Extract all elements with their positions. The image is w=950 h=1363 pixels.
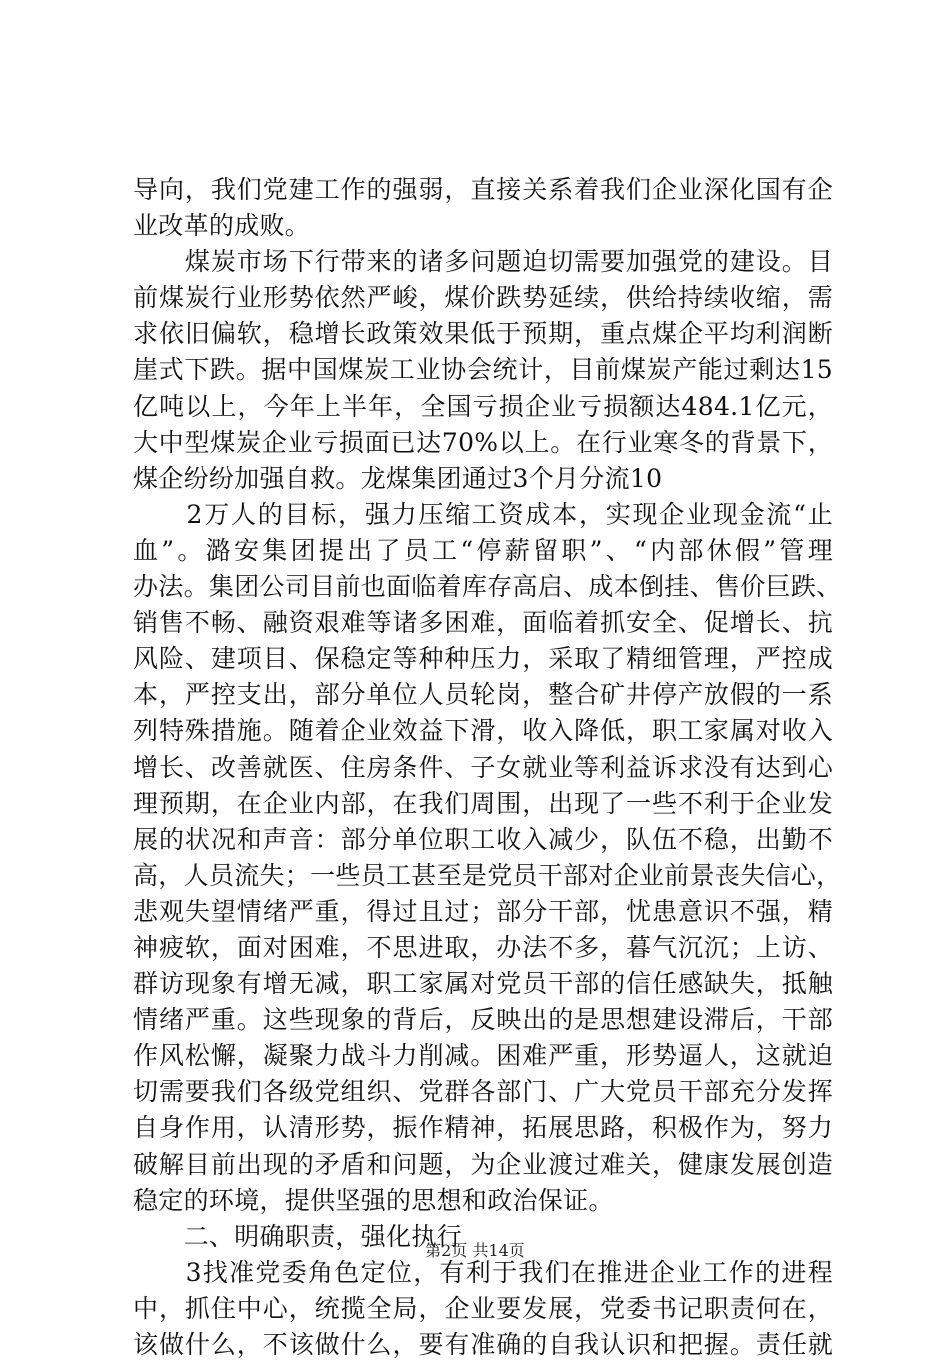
text-line: 神疲软，面对困难，不思进取，办法不多，暮气沉沉；上访、 (133, 932, 833, 962)
text-line: 破解目前出现的矛盾和问题，为企业渡过难关，健康发展创造 (133, 1149, 833, 1179)
page-footer (0, 1241, 950, 1261)
text-line: 销售不畅、融资艰难等诸多困难，面临着抓安全、促增长、抗 (133, 608, 833, 638)
text-line: 展的状况和声音：部分单位职工收入减少，队伍不稳，出勤不 (133, 824, 833, 854)
text-line: 稳定的环境，提供坚强的思想和政治保证。 (133, 1185, 614, 1215)
text-line: 3找准党委角色定位，有利于我们在推进企业工作的进程 (133, 1257, 833, 1287)
text-line: 群访现象有增无减，职工家属对党员干部的信任感缺失，抵触 (133, 969, 833, 999)
text-line: 2万人的目标，强力压缩工资成本，实现企业现金流“止 (133, 499, 833, 529)
text-line: 悲观失望情绪严重，得过且过；部分干部，忧患意识不强，精 (133, 896, 833, 926)
text-line: 作风松懈，凝聚力战斗力削减。困难严重，形势逼人，这就迫 (133, 1041, 833, 1071)
text-line: 煤炭市场下行带来的诸多问题迫切需要加强党的建设。目 (133, 247, 833, 277)
text-line: 导向，我们党建工作的强弱，直接关系着我们企业深化国有企 (133, 175, 833, 204)
text-line: 增长、改善就医、住房条件、子女就业等利益诉求没有达到心 (133, 752, 833, 782)
text-line: 该做什么，不该做什么，要有准确的自我认识和把握。责任就 (133, 1330, 833, 1359)
text-line: 理预期，在企业内部，在我们周围，出现了一些不利于企业发 (133, 788, 833, 818)
text-line: 中，抓住中心，统揽全局，企业要发展，党委书记职责何在， (133, 1293, 833, 1323)
text-line: 情绪严重。这些现象的背后，反映出的是思想建设滞后，干部 (133, 1005, 833, 1035)
text-line: 自身作用，认清形势，振作精神，拓展思路，积极作为，努力 (133, 1113, 833, 1143)
text-line: 大中型煤炭企业亏损面已达70%以上。在行业寒冬的背景下， (133, 427, 833, 457)
text-line: 本，严控支出，部分单位人员轮岗，整合矿井停产放假的一系 (133, 680, 833, 710)
text-line: 求依旧偏软，稳增长政策效果低于预期，重点煤企平均利润断 (133, 319, 833, 349)
page-number: 第2页 共14页 (425, 1241, 525, 1260)
text-line: 高，人员流失；一些员工甚至是党员干部对企业前景丧失信心， (133, 860, 842, 890)
text-line: 崖式下跌。据中国煤炭工业协会统计，目前煤炭产能过剩达15 (133, 355, 833, 385)
text-line: 业改革的成败。 (133, 211, 311, 241)
text-line: 列特殊措施。随着企业效益下滑，收入降低，职工家属对收入 (133, 716, 833, 746)
text-line: 风险、建项目、保稳定等种种压力，采取了精细管理，严控成 (133, 644, 833, 674)
text-line: 二、明确职责，强化执行 (133, 1221, 462, 1251)
text-line: 亿吨以上，今年上半年，全国亏损企业亏损额达484.1亿元， (133, 391, 833, 421)
text-line: 煤企纷纷加强自救。龙煤集团通过3个月分流10 (133, 463, 663, 493)
text-line: 前煤炭行业形势依然严峻，煤价跌势延续，供给持续收缩，需 (133, 283, 833, 313)
text-line: 血”。潞安集团提出了员工“停薪留职”、“内部休假”管理 (133, 535, 833, 565)
document-body (133, 172, 842, 1363)
text-line: 办法。集团公司目前也面临着库存高启、成本倒挂、售价巨跌、 (133, 572, 842, 602)
text-line: 切需要我们各级党组织、党群各部门、广大党员干部充分发挥 (133, 1077, 833, 1107)
